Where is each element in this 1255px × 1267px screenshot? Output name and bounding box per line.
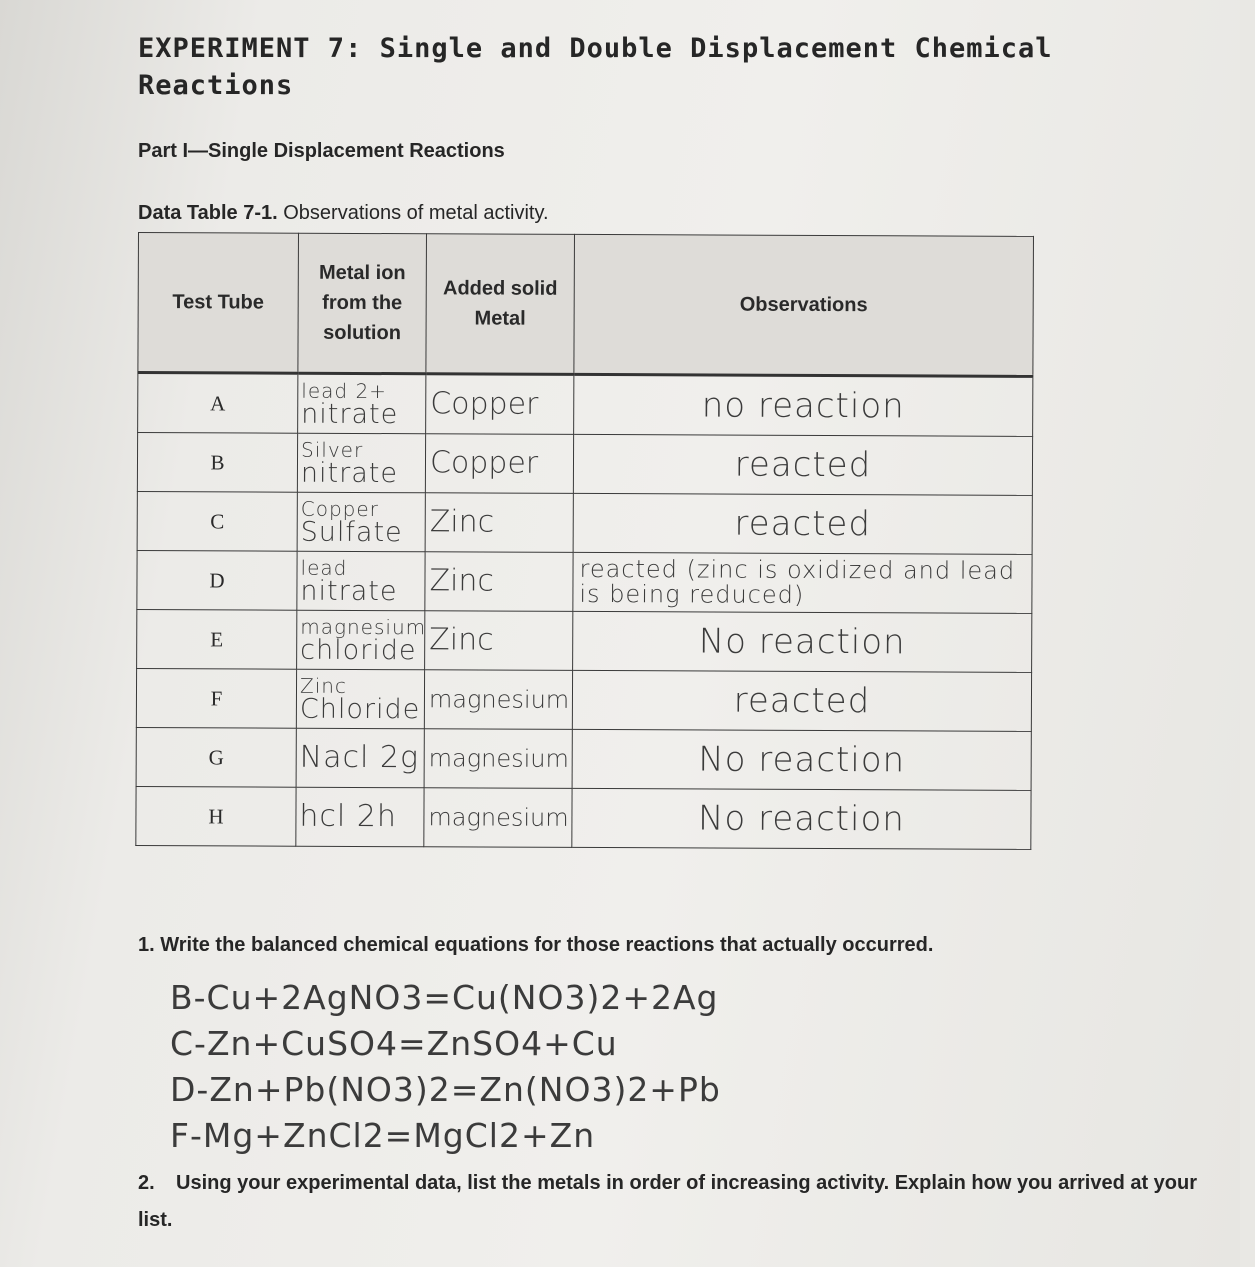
table-row [137,491,1032,554]
tube-label: F [136,668,296,728]
metal-ion-cell[interactable] [297,433,425,493]
ion-line-top: lead [300,555,348,580]
added-metal-cell[interactable]: Copper [426,374,574,435]
added-metal-cell[interactable]: magnesium [424,729,572,789]
added-metal-cell[interactable]: magnesium [424,788,572,848]
ion-line-bottom: nitrate [301,398,399,430]
answer-equation[interactable]: B-Cu+2AgNO3=Cu(NO3)2+2Ag [170,978,719,1017]
data-table [135,232,1034,850]
header-metal-ion: Metal ion from the solution [298,233,427,374]
observation-cell[interactable]: reacted (zinc is oxidized and lead is being reduced) [573,552,1032,613]
metal-ion-cell[interactable] [296,728,424,788]
ion-line-bottom: hcl 2h [299,798,398,835]
part-heading: Part I—Single Displacement Reactions [138,140,505,162]
page-title: EXPERIMENT 7: Single and Double Displacement Chemical Reactions [138,33,1053,101]
added-metal-cell[interactable]: magnesium [424,670,572,730]
header-observations: Observations [574,234,1034,376]
ion-line-bottom: Nacl 2g [299,739,420,776]
tube-label: B [137,433,297,493]
observation-cell[interactable]: reacted [573,434,1032,495]
ion-line-top: lead 2+ [301,378,388,403]
tube-label: E [137,609,297,669]
observation-cell[interactable]: reacted [573,493,1032,554]
metal-ion-cell[interactable] [298,373,426,434]
metal-ion-cell[interactable] [297,610,425,670]
table-header-row [138,233,1034,377]
tube-label: C [137,491,297,551]
table-row [137,609,1032,672]
table-row [136,786,1031,849]
ion-line-bottom: nitrate [300,575,398,607]
ion-line-bottom: chloride [300,634,417,666]
observation-cell[interactable]: reacted [572,670,1031,731]
tube-label: D [137,550,297,610]
metal-ion-cell[interactable] [297,551,425,611]
table-row [138,373,1033,437]
header-added-metal: Added solid Metal [426,234,575,375]
tube-label: G [136,727,296,787]
ion-line-bottom: nitrate [300,457,399,489]
observation-cell[interactable]: No reaction [573,611,1032,672]
answer-equation[interactable]: C-Zn+CuSO4=ZnSO4+Cu [170,1024,618,1063]
question-1: 1. Write the balanced chemical equations for those reactions that actually occurred. [138,934,934,956]
tube-label: H [136,786,296,846]
ion-line-bottom: Chloride [299,693,421,725]
table-row [137,433,1032,496]
observation-cell[interactable]: no reaction [574,374,1033,436]
header-test-tube: Test Tube [138,233,299,374]
ion-line-top: Zinc [299,673,348,698]
table-row [136,727,1031,790]
table-caption-label: Data Table 7-1. [138,202,278,224]
added-metal-cell[interactable]: Zinc [425,552,573,612]
answer-equation[interactable]: F-Mg+ZnCl2=MgCl2+Zn [170,1116,596,1155]
added-metal-cell[interactable]: Copper [425,434,573,494]
metal-ion-cell[interactable] [296,787,424,847]
ion-line-top: Silver [301,437,364,462]
question-2-text: Using your experimental data, list the metals in order of increasing activity. Explain how you arrived at your list. [138,1172,1198,1231]
table-row [136,668,1031,731]
observation-cell[interactable]: No reaction [572,788,1031,849]
added-metal-cell[interactable]: Zinc [425,493,573,553]
question-2 [138,1165,1218,1239]
table-caption-text: Observations of metal activity. [283,202,549,224]
metal-ion-cell[interactable] [296,669,424,729]
table-caption [138,202,549,225]
table-row [137,550,1032,613]
metal-ion-cell[interactable] [297,492,425,552]
added-metal-cell[interactable]: Zinc [425,611,573,671]
ion-line-bottom: Sulfate [300,516,403,548]
tube-label: A [138,373,298,434]
question-2-number: 2. [138,1172,155,1194]
answer-equation[interactable]: D-Zn+Pb(NO3)2=Zn(NO3)2+Pb [170,1070,721,1109]
ion-line-top: Copper [300,496,379,521]
observation-cell[interactable]: No reaction [572,729,1031,790]
ion-line-top: magnesium [300,614,427,639]
